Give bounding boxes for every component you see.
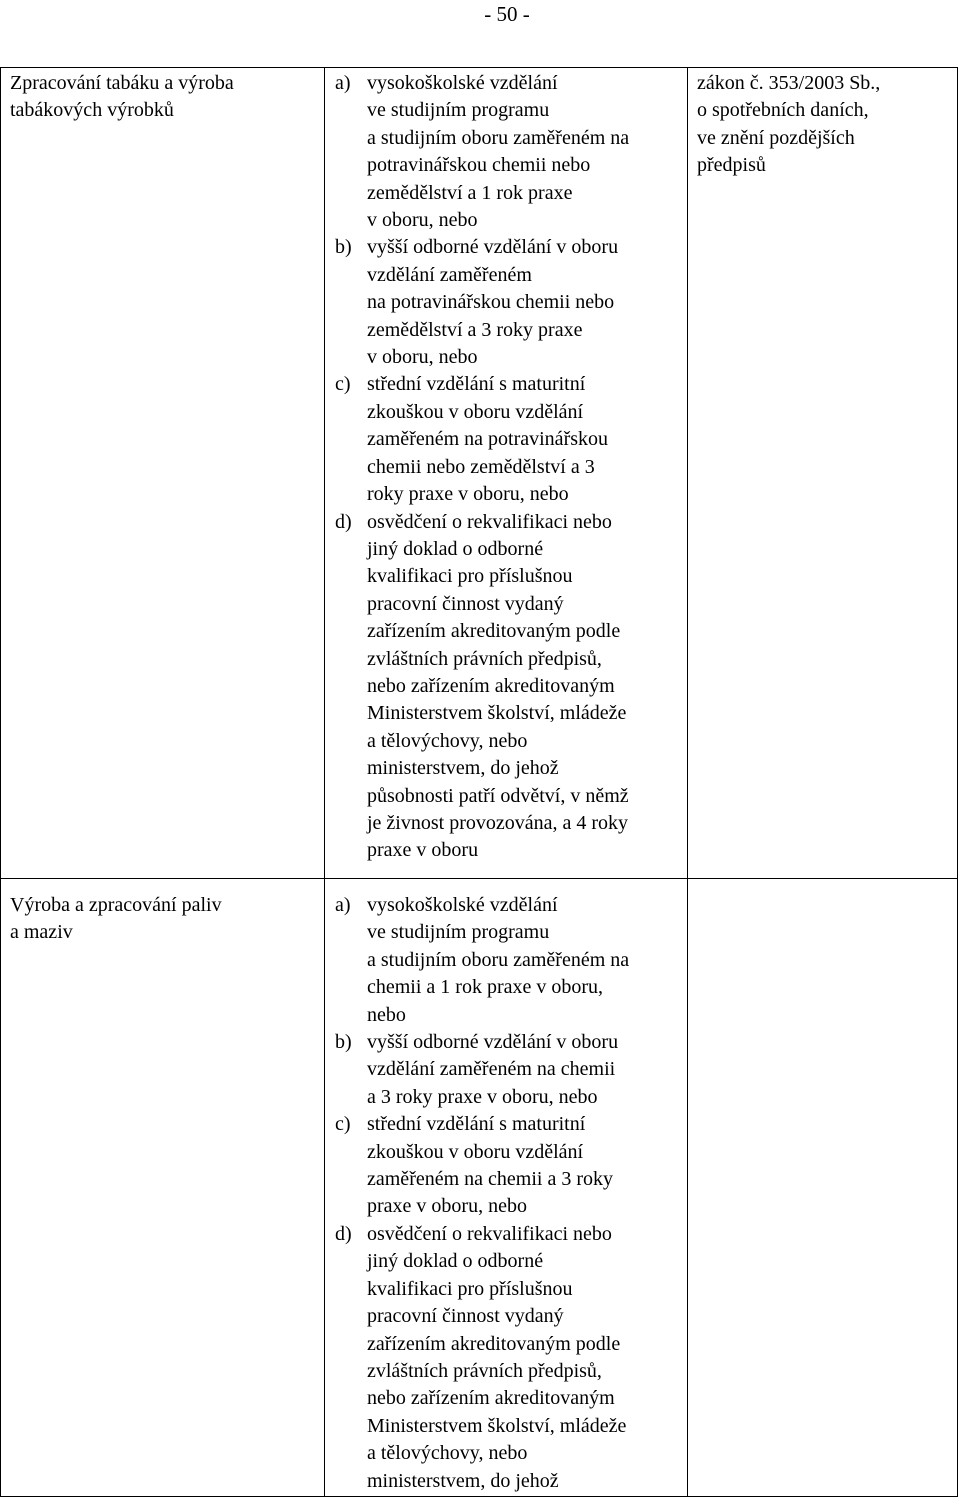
requirement-item — [335, 892, 680, 1029]
requirement-label: d) — [335, 510, 352, 533]
requirement-label: c) — [335, 1113, 351, 1136]
requirement-label: a) — [335, 72, 351, 94]
table-border-right — [957, 67, 958, 1497]
requirement-item — [335, 1029, 680, 1111]
column-divider-2 — [687, 67, 688, 1497]
requirement-text: osvědčení o rekvalifikaci nebo jiný doklad o odborné kvalifikaci pro příslušnou pracovní činnost vydaný zařízením akreditovaným podle zvláštních právních předpisů, nebo zařízením akreditovaným Ministerstvem školství, mládeže a tělovýchovy, nebo ministerstvem, do jehož — [367, 1222, 627, 1492]
row-divider — [0, 878, 958, 879]
requirement-item — [335, 234, 680, 371]
table-border-top — [0, 67, 958, 68]
requirement-label: d) — [335, 1222, 352, 1245]
requirement-item — [335, 70, 680, 234]
requirement-item — [335, 1221, 680, 1495]
requirement-label: c) — [335, 373, 351, 396]
page-number: - 50 - — [484, 2, 530, 26]
requirement-text: střední vzdělání s maturitní zkouškou v oboru vzdělání zaměřeném na chemii a 3 roky praxe v oboru, nebo — [367, 1113, 613, 1218]
activity-cell: Zpracování tabáku a výroba tabákových výrobků — [10, 72, 234, 122]
requirement-item — [335, 509, 680, 865]
requirement-label: b) — [335, 236, 352, 259]
requirements-cell — [335, 70, 680, 865]
requirement-text: osvědčení o rekvalifikaci nebo jiný doklad o odborné kvalifikaci pro příslušnou pracovní činnost vydaný zařízením akreditovaným podle zvláštních právních předpisů, nebo zařízením akreditovaným Ministerstvem školství, mládeže a tělovýchovy, nebo ministerstvem, do jehož působnosti patří odvětví, v němž je živnost provozována, a 4 roky praxe v oboru — [367, 510, 629, 862]
requirement-item — [335, 1111, 680, 1221]
requirement-label: b) — [335, 1031, 352, 1054]
activity-cell: Výroba a zpracování paliv a maziv — [10, 894, 222, 944]
requirement-text: vyšší odborné vzdělání v oboru vzdělání zaměřeném na potravinářskou chemii nebo zemědělství a 3 roky praxe v oboru, nebo — [367, 236, 619, 369]
requirement-text: vysokoškolské vzdělání ve studijním programu a studijním oboru zaměřeném na chemii a 1 rok praxe v oboru, nebo — [367, 894, 630, 1026]
requirements-cell — [335, 892, 680, 1495]
requirement-text: vyšší odborné vzdělání v oboru vzdělání zaměřeném na chemii a 3 roky praxe v oboru, nebo — [367, 1031, 619, 1108]
table-border-left — [0, 67, 1, 1497]
requirement-text: střední vzdělání s maturitní zkouškou v oboru vzdělání zaměřeném na potravinářskou chemii nebo zemědělství a 3 roky praxe v oboru, nebo — [367, 373, 609, 506]
requirement-item — [335, 371, 680, 508]
column-divider-1 — [324, 67, 325, 1497]
legal-reference-cell: zákon č. 353/2003 Sb., o spotřebních daních, ve znění pozdějších předpisů — [697, 72, 881, 177]
requirement-label: a) — [335, 894, 351, 916]
requirement-text: vysokoškolské vzdělání ve studijním programu a studijním oboru zaměřeném na potravinářskou chemii nebo zemědělství a 1 rok praxe v oboru, nebo — [367, 72, 630, 232]
